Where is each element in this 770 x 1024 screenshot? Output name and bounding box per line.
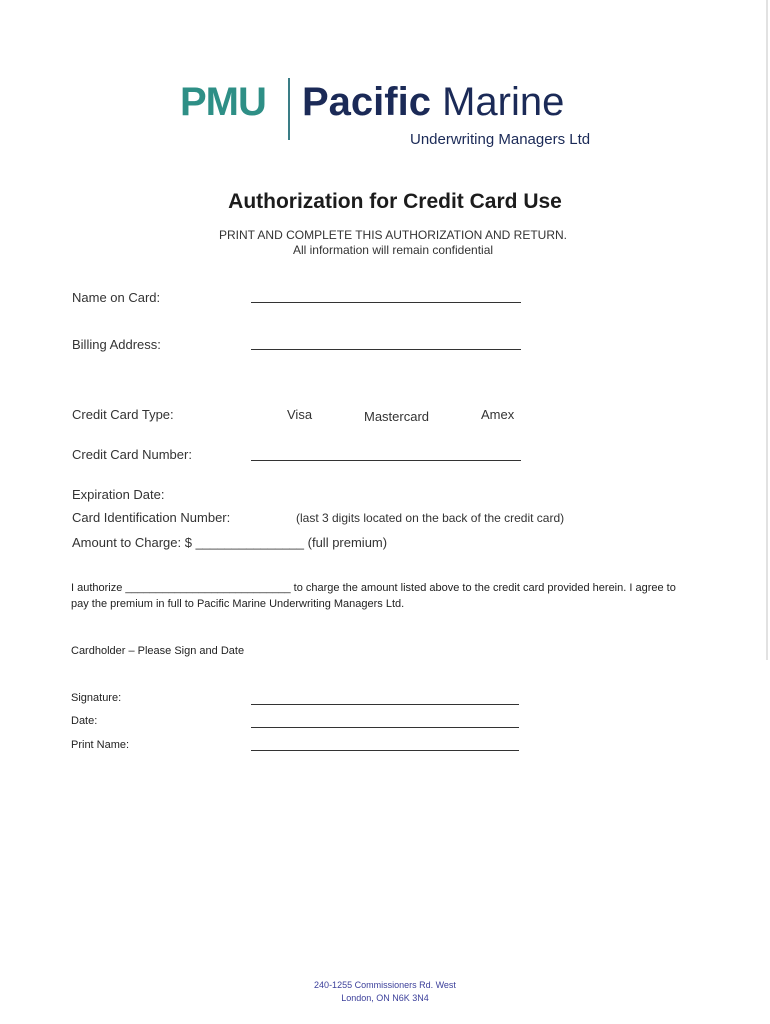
instructions-line2: All information will remain confidential [292,243,494,257]
card-number-label: Credit Card Number: [72,447,192,462]
print-name-label: Print Name: [71,739,130,751]
expiration-label: Expiration Date: [72,487,165,502]
name-on-card-label: Name on Card: [72,290,161,305]
billing-address-field[interactable] [251,349,521,350]
authorization-line2: pay the premium in full to Pacific Marine Underwriting Managers Ltd. [71,598,405,610]
cvv-note: (last 3 digits located on the back of the credit card) [296,511,565,525]
date-label: Date: [71,715,98,727]
signature-label: Signature: [71,692,122,704]
logo-name-light: Marine [430,80,565,124]
footer-address-line2: London, ON N6K 3N4 [341,993,429,1003]
form-title: Authorization for Credit Card Use [228,190,562,213]
card-type-mastercard[interactable]: Mastercard [364,409,430,424]
card-type-visa[interactable]: Visa [287,407,313,422]
logo-subtitle: Underwriting Managers Ltd [410,131,591,148]
cardholder-heading: Cardholder – Please Sign and Date [71,645,245,657]
date-field[interactable] [251,727,519,728]
instructions-line1: PRINT AND COMPLETE THIS AUTHORIZATION AND RETURN. [218,228,568,242]
authorization-line1: I authorize ___________________________ to charge the amount listed above to the credit card provided herein. I agree to [71,582,676,594]
logo-name [302,80,564,125]
logo-pmu: PMU [180,80,266,124]
card-type-label: Credit Card Type: [72,407,174,422]
page-edge [766,0,768,660]
card-number-field[interactable] [251,460,521,461]
name-on-card-field[interactable] [251,302,521,303]
signature-field[interactable] [251,704,519,705]
print-name-field[interactable] [251,750,519,751]
amount-label: Amount to Charge: $ _______________ (full premium) [72,535,388,550]
cvv-label: Card Identification Number: [72,510,231,525]
card-type-amex[interactable]: Amex [481,407,515,422]
logo-divider [288,78,290,140]
billing-address-label: Billing Address: [72,337,161,352]
logo-name-bold: Pacific [302,80,431,124]
footer-address-line1: 240-1255 Commissioners Rd. West [314,980,456,990]
